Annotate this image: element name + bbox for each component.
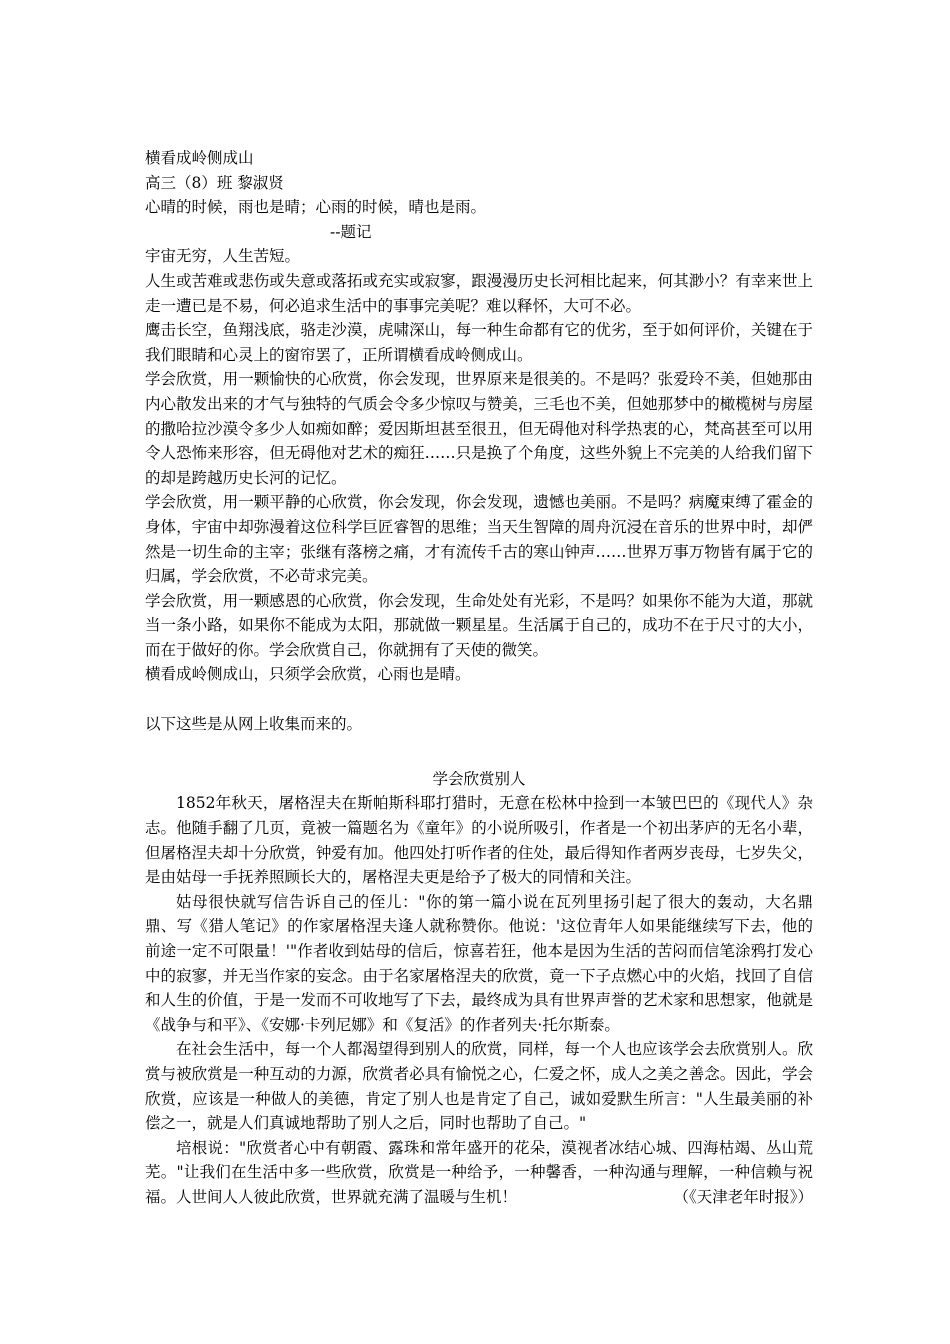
essay-paragraph: 横看成岭侧成山，只须学会欣赏，心雨也是晴。 xyxy=(145,665,471,684)
essay-paragraph: 宇宙无穷，人生苦短。 xyxy=(145,247,301,266)
document-page xyxy=(145,146,813,1210)
article-paragraph: 姑母很快就写信告诉自己的侄儿："你的第一篇小说在瓦列里扬引起了很大的轰动，大名鼎鼎、写《猎人笔记》的作家屠格涅夫逢人就称赞你。他说：'这位青年人如果能继续写下去，他的前途一定不可限量！'"作者收到姑母的信后，惊喜若狂，他本是因为生活的苦闷而信笔涂鸦打发心中的寂寥，并无当作家的妄念。由于名家屠格涅夫的欣赏，竟一下子点燃心中的火焰，找回了自信和人生的价值，于是一发而不可收地写了下去，最终成为具有世界声誉的艺术家和思想家，他就是《战争与和平》、《安娜·卡列尼娜》和《复活》的作者列夫·托尔斯泰。 xyxy=(145,892,813,1034)
essay-author: 高三（8）班 黎淑贤 xyxy=(145,173,284,192)
article-source: （《天津老年时报》） xyxy=(673,1187,813,1206)
essay-inscription: 心晴的时候，雨也是晴；心雨的时候，晴也是雨。 xyxy=(145,198,487,217)
article-paragraph-text: 培根说："欣赏者心中有朝霞、露珠和常年盛开的花朵，漠视者冰结心城、四海枯竭、丛山荒芜。"让我们在生活中多一些欣赏，欣赏是一种给予，一种馨香，一种沟通与理解，一种信赖与祝福。人世间人人彼此欣赏，世界就充满了温暖与生机！ xyxy=(145,1138,813,1206)
inscription-sign: --题记 xyxy=(330,222,372,241)
spacer xyxy=(145,736,813,761)
collected-note: 以下这些是从网上收集而来的。 xyxy=(145,714,363,733)
essay-paragraph: 学会欣赏，用一颗平静的心欣赏，你会发现，你会发现，遗憾也美丽。不是吗？病魔束缚了霍金的身体，宇宙中却弥漫着这位科学巨匠睿智的思维；当天生智障的周舟沉浸在音乐的世界中时，却俨然是一切生命的主宰；张继有落榜之痛，才有流传千古的寒山钟声……世界万事万物皆有属于它的归属，学会欣赏，不必苛求完美。 xyxy=(145,493,813,586)
essay-paragraph: 鹰击长空，鱼翔浅底，骆走沙漠，虎啸深山，每一种生命都有它的优劣，至于如何评价，关键在于我们眼睛和心灵上的窗帘罢了，正所谓横看成岭侧成山。 xyxy=(145,321,813,364)
essay-title: 横看成岭侧成山 xyxy=(145,149,254,167)
essay-paragraph: 学会欣赏，用一颗愉快的心欣赏，你会发现，世界原来是很美的。不是吗？张爱玲不美，但她那由内心散发出来的才气与独特的气质会令多少惊叹与赞美，三毛也不美，但她那梦中的橄榄树与房屋的撒哈拉沙漠令多少人如痴如醉；爱因斯坦甚至很丑，但无碍他对科学热衷的心，梵高甚至可以用令人恐怖来形容，但无碍他对艺术的痴狂……只是换了个角度，这些外貌上不完美的人给我们留下的却是跨越历史长河的记忆。 xyxy=(145,370,813,487)
essay-paragraph: 学会欣赏，用一颗感恩的心欣赏，你会发现，生命处处有光彩，不是吗？如果你不能为大道，那就当一条小路，如果你不能成为太阳，那就做一颗星星。生活属于自己的，成功不在于尺寸的大小，而在于做好的你。学会欣赏自己，你就拥有了天使的微笑。 xyxy=(145,591,813,659)
spacer xyxy=(145,687,813,712)
article-paragraph: 在社会生活中，每一个人都渴望得到别人的欣赏，同样，每一个人也应该学会去欣赏别人。欣赏与被欣赏是一种互动的力源，欣赏者必具有愉悦之心，仁爱之怀，成人之美之善念。因此，学会欣赏，应该是一种做人的美德，肯定了别人也是肯定了自己，诚如爱默生所言："人生最美丽的补偿之一，就是人们真诚地帮助了别人之后，同时也帮助了自己。" xyxy=(145,1040,813,1133)
essay-paragraph: 人生或苦难或悲伤或失意或落拓或充实或寂寥，跟漫漫历史长河相比起来，何其渺小？有幸来世上走一遭已是不易，何必追求生活中的事事完美呢？难以释怀，大可不必。 xyxy=(145,271,813,315)
article-paragraph xyxy=(145,1136,813,1210)
article-title: 学会欣赏别人 xyxy=(432,769,526,788)
article-paragraph: 1852年秋天，屠格涅夫在斯帕斯科耶打猎时，无意在松林中捡到一本皱巴巴的《现代人》杂志。他随手翻了几页，竟被一篇题名为《童年》的小说所吸引，作者是一个初出茅庐的无名小辈，但屠格涅夫却十分欣赏，钟爱有加。他四处打听作者的住处，最后得知作者两岁丧母，七岁失父，是由姑母一手抚养照顾长大的，屠格涅夫更是给予了极大的同情和关注。 xyxy=(145,794,813,887)
